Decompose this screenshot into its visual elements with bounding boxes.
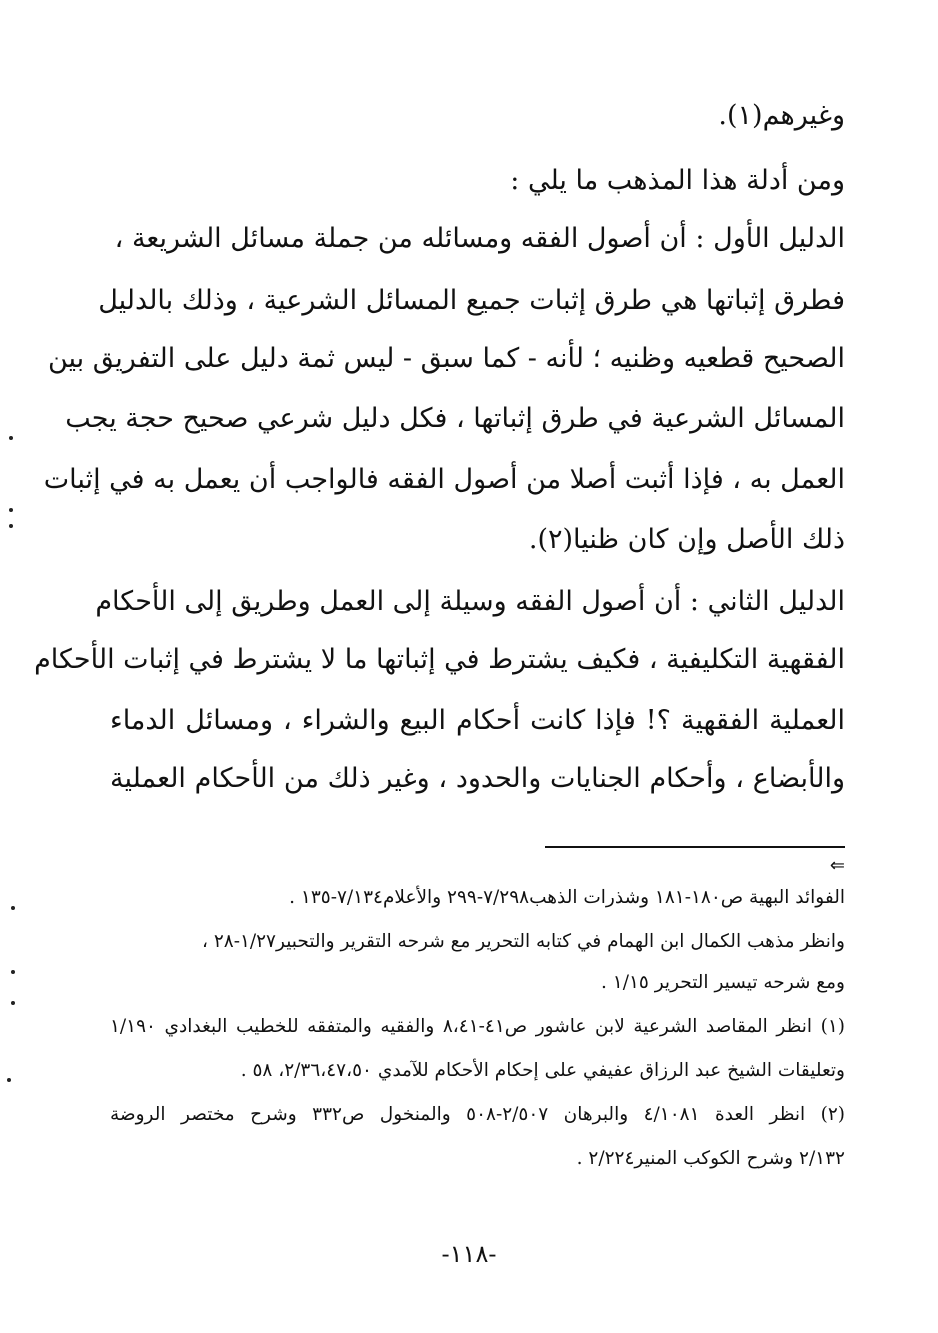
- main-text-line-2: ومن أدلة هذا المذهب ما يلي :: [510, 165, 845, 196]
- footnote-line-2: وانظر مذهب الكمال ابن الهمام في كتابه التحرير مع شرحه التقرير والتحبير١/٢٧-٢٨ ،: [201, 931, 845, 952]
- footnote-line-4: (١) انظر المقاصد الشرعية لابن عاشور ص٤١-٨،٤١ والفقيه والمتفقه للخطيب البغدادي ١/١٩٠: [110, 1016, 845, 1037]
- main-text-line-3: الدليل الأول : أن أصول الفقه ومسائله من جملة مسائل الشريعة ،: [114, 223, 845, 254]
- main-text-line-1: وغيرهم(١).: [718, 100, 845, 131]
- scan-speck: [9, 436, 13, 440]
- main-text-line-5: الصحيح قطعيه وظنيه ؛ لأنه - كما سبق - ليس ثمة دليل على التفريق بين: [47, 343, 845, 374]
- scan-speck: [9, 524, 13, 528]
- footnote-line-3: ومع شرحه تيسير التحرير ١/١٥ .: [601, 972, 845, 993]
- main-text-line-11: العملية الفقهية ؟! فإذا كانت أحكام البيع والشراء ، ومسائل الدماء: [110, 705, 845, 736]
- scan-speck: [9, 508, 13, 512]
- main-text-line-10: الفقهية التكليفية ، فكيف يشترط في إثباتها ما لا يشترط في إثبات الأحكام: [34, 644, 845, 675]
- main-text-line-12: والأبضاع ، وأحكام الجنايات والحدود ، وغير ذلك من الأحكام العملية: [110, 763, 845, 794]
- main-text-line-8: ذلك الأصل وإن كان ظنيا(٢).: [528, 524, 845, 555]
- main-text-line-9: الدليل الثاني : أن أصول الفقه وسيلة إلى العمل وطريق إلى الأحكام: [95, 586, 845, 617]
- scan-speck: [11, 906, 15, 910]
- footnote-line-5: وتعليقات الشيخ عبد الرزاق عفيفي على إحكام الأحكام للآمدي ٢/٣٦،٤٧،٥٠، ٥٨ .: [240, 1060, 845, 1081]
- scan-speck: [11, 970, 15, 974]
- main-text-line-4: فطرق إثباتها هي طرق إثبات جميع المسائل الشرعية ، وذلك بالدليل: [98, 285, 845, 316]
- footnote-separator: [545, 846, 845, 848]
- footnote-line-1: الفوائد البهية ص١٨٠-١٨١ وشذرات الذهب٧/٢٩٨-٢٩٩ والأعلام٧/١٣٤-١٣٥ .: [289, 887, 845, 908]
- footnote-line-6: (٢) انظر العدة ٤/١٠٨١ والبرهان ٢/٥٠٧-٥٠٨ والمنخول ص٣٣٢ وشرح مختصر الروضة: [110, 1104, 845, 1125]
- footnote-continuation-marker: ⇐: [829, 855, 845, 876]
- footnote-line-7: ٢/١٣٢ وشرح الكوكب المنير٢/٢٢٤ .: [576, 1148, 845, 1169]
- scan-speck: [11, 1001, 15, 1005]
- page-number: -١١٨-: [441, 1240, 497, 1268]
- scan-speck: [7, 1078, 11, 1082]
- main-text-line-7: العمل به ، فإذا أثبت أصلا من أصول الفقه فالواجب أن يعمل به في إثبات: [43, 464, 845, 495]
- main-text-line-6: المسائل الشرعية في طرق إثباتها ، فكل دليل شرعي صحيح حجة يجب: [65, 403, 845, 434]
